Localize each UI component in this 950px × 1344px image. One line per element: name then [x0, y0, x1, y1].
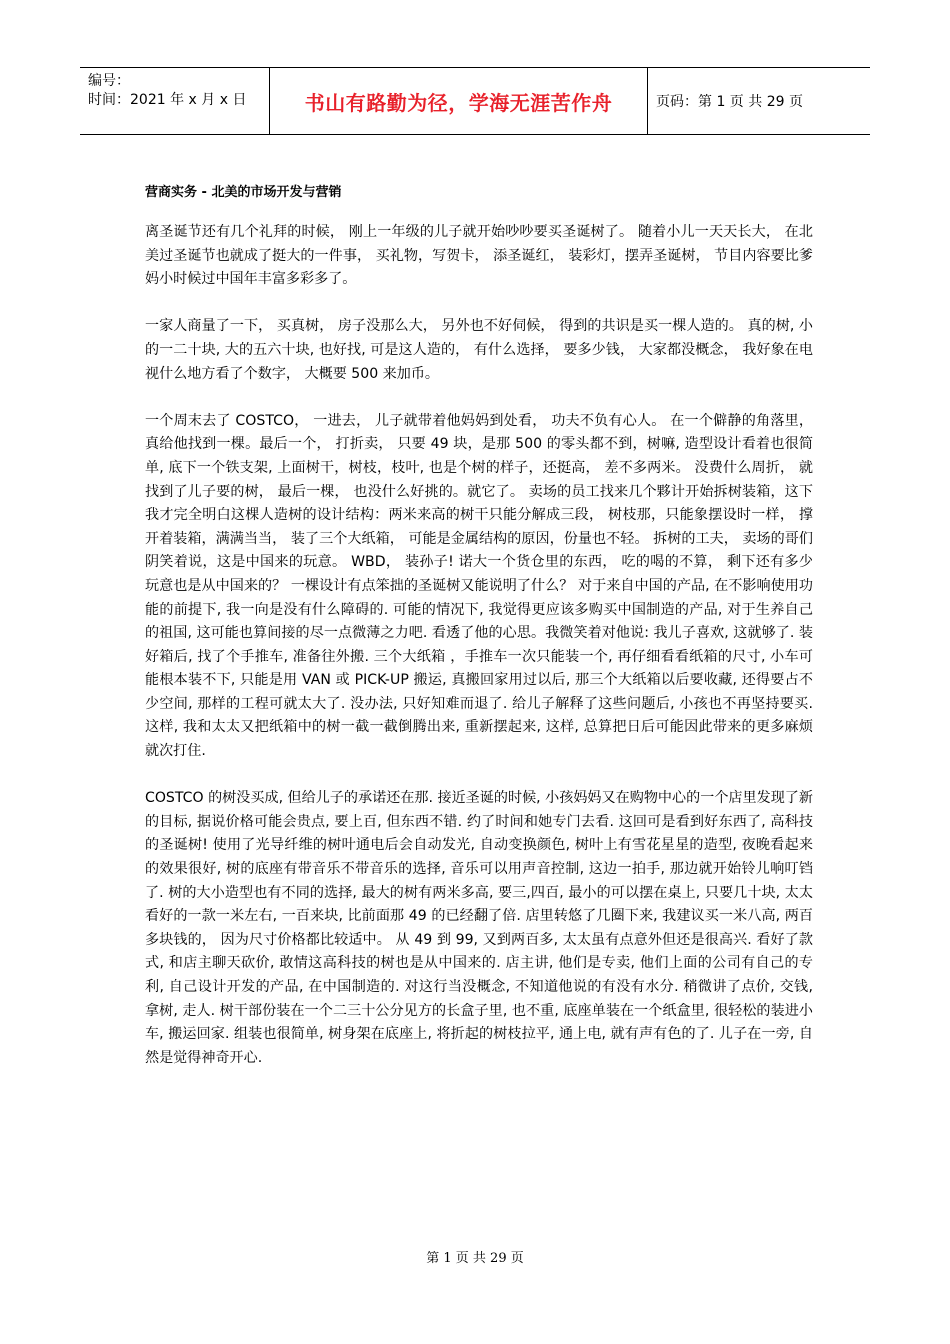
paragraph: 一家人商量了一下， 买真树， 房子没那么大， 另外也不好伺候， 得到的共识是买一棵人造的。 真的树, 小的一二十块, 大的五六十块, 也好找, 可是这人造的， 有什么选择， 要多少钱， 大家都没概念， 我好象在电视什么地方看了个数字， 大概要 500 来加币。: [145, 318, 813, 382]
header-meta: [80, 68, 270, 134]
page-footer: 第 1 页 共 29 页: [426, 1251, 524, 1266]
header-page-number: 页码：第 1 页 共 29 页: [656, 94, 803, 110]
document-body: [145, 183, 813, 1094]
number-label: 编号：: [88, 73, 130, 89]
paragraph: COSTCO 的树没买成, 但给儿子的承诺还在那. 接近圣诞的时候, 小孩妈妈又在购物中心的一个店里发现了新的目标, 据说价格可能会贵点, 要上百, 但东西不错. 约了时间和她专门去看. 这回可是看到好东西了, 高科技的圣诞树! 使用了光导纤维的树叶通电后会自动发光, 自动变换颜色, 树叶上有雪花星星的造型, 夜晚看起来的效果很好, 树的底座有带音乐不带音乐的选择, 音乐可以用声音控制, 这边一拍手, 那边就开始铃儿响叮铛了. 树的大小造型也有不同的选择, 最大的树有两米多高, 要三,四百, 最小的可以摆在桌上, 只要几十块, 太太看好的一款一米左右, 一百来块, 比前面那 49 的已经翻了倍. 店里转悠了几圈下来, 我建议买一米八高, 两百多块钱的， 因为尺寸价格都比较适中。 从 49 到 99, 又到两百多, 太太虽有点意外但还是很高兴. 看好了款式, 和店主聊天砍价, 敢情这高科技的树也是从中国来的. 店主讲, 他们是专卖, 他们上面的公司有自己的专利, 自己设计开发的产品, 在中国制造的. 对这行当没概念, 不知道他说的有没有水分. 稍微讲了点价, 交钱, 拿树, 走人. 树干部份装在一个二三十公分见方的长盒子里, 也不重, 底座单装在一个纸盒里, 很轻松的装进小车, 搬运回家. 组装也很简单, 树身架在底座上, 将折起的树枝拉平, 通上电, 就有声有色的了. 儿子在一旁, 自然是觉得神奇开心.: [145, 790, 813, 1066]
document-title: 营商实务 - 北美的市场开发与营销: [145, 185, 342, 200]
time-label: 时间：2021 年 x 月 x 日: [88, 92, 247, 108]
paragraph: 一个周末去了 COSTCO， 一进去， 儿子就带着他妈妈到处看， 功夫不负有心人。 在一个僻静的角落里， 真给他找到一棵。最后一个， 打折卖， 只要 49 块，是那 500 的零头都不到，树嘛, 造型设计看着也很简单, 底下一个铁支架, 上面树干，树枝，枝叶, 也是个树的样子，还挺高， 差不多两米。 没费什么周折， 就找到了儿子要的树， 最后一棵， 也没什么好挑的。就它了。 卖场的员工找来几个夥计开始拆树装箱，这下我才完全明白这棵人造树的设计结构：两米来高的树干只能分解成三段， 树枝那，只能象摆设时一样， 撑开着装箱，满满当当， 装了三个大纸箱， 可能是金属结构的原因，份量也不轻。 拆树的工夫， 卖场的哥们阴笑着说，这是中国来的玩意。 WBD， 装孙子! 诺大一个货仓里的东西， 吃的喝的不算， 剩下还有多少玩意也是从中国来的？ 一棵设计有点笨拙的圣诞树又能说明了什么？ 对于来自中国的产品, 在不影响使用功能的前提下, 我一向是没有什么障碍的. 可能的情况下, 我觉得更应该多购买中国制造的产品, 对于生养自己的祖国, 这可能也算间接的尽一点微薄之力吧. 看透了他的心思。我微笑着对他说: 我儿子喜欢, 这就够了. 装好箱后, 找了个手推车, 准备往外搬. 三个大纸箱 ，手推车一次只能装一个, 再仔细看看纸箱的尺寸, 小车可能根本装不下, 只能是用 VAN 或 PICK-UP 搬运, 真搬回家用过以后, 那三个大纸箱以后要收藏, 还得要占不少空间, 那样的工程可就太大了. 没办法, 只好知难而退了. 给儿子解释了这些问题后, 小孩也不再坚持要买. 这样, 我和太太又把纸箱中的树一截一截倒腾出来, 重新摆起来, 这样, 总算把日后可能因此带来的更多麻烦就次打住.: [145, 412, 813, 760]
header-motto: 书山有路勤为径，学海无涯苦作舟: [270, 68, 648, 134]
paragraph: 离圣诞节还有几个礼拜的时候， 刚上一年级的儿子就开始吵吵要买圣诞树了。 随着小儿一天天长大， 在北美过圣诞节也就成了挺大的一件事， 买礼物，写贺卡， 添圣诞红， 装彩灯，摆弄圣诞树， 节目内容要比爹妈小时候过中国年丰富多彩多了。: [145, 224, 813, 288]
header-table: [80, 67, 870, 135]
